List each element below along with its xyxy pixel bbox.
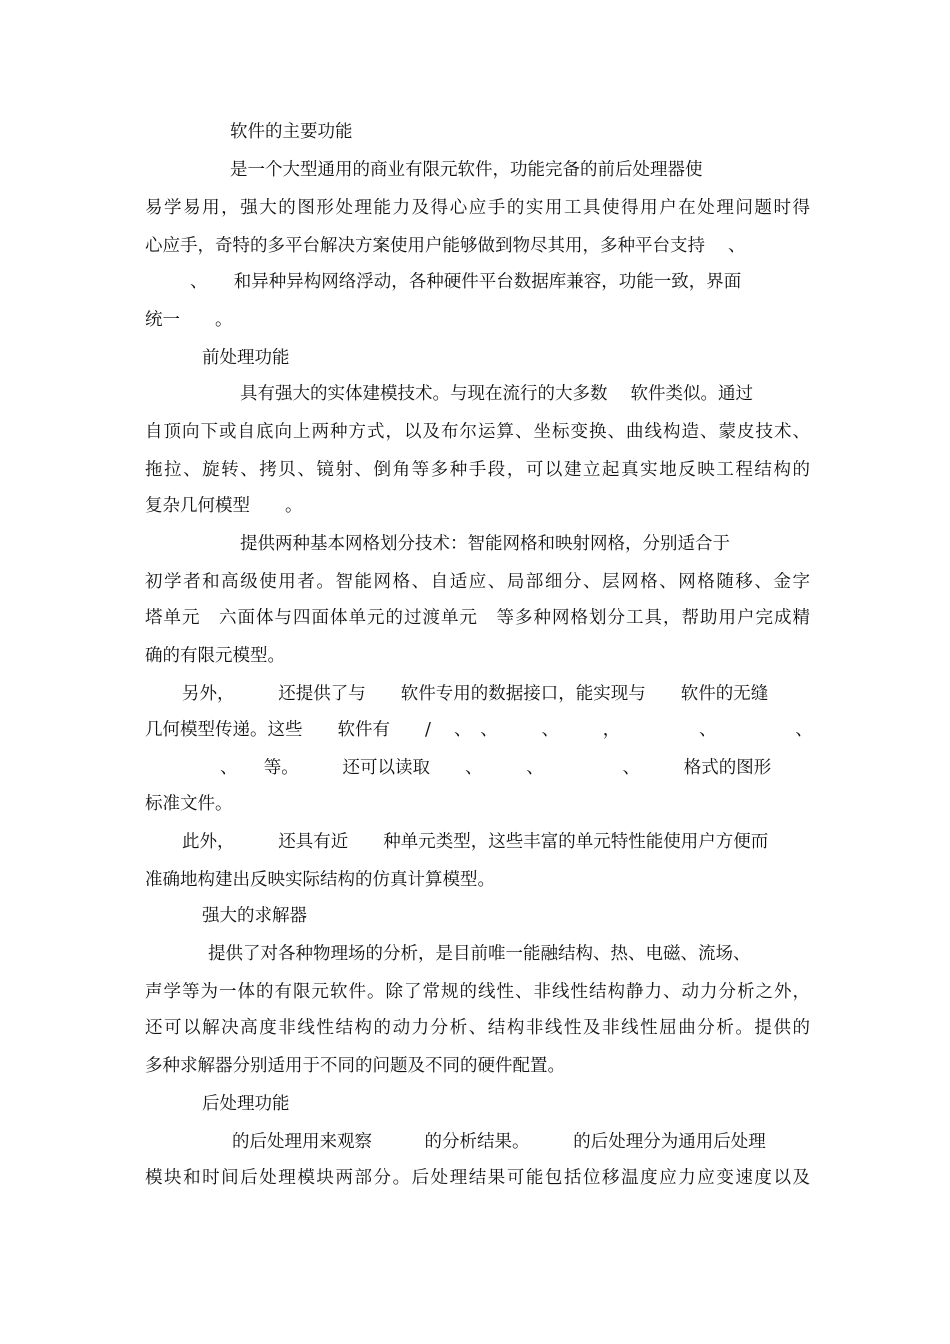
paragraph-line: 模块和时间后处理模块两部分。后处理结果可能包括位移温度应力应变速度以及 xyxy=(145,1168,810,1188)
section-heading-solver: 强大的求解器 xyxy=(202,906,307,926)
paragraph-line: 确的有限元模型。 xyxy=(145,646,285,666)
paragraph-line: 自顶向下或自底向上两种方式，以及布尔运算、坐标变换、曲线构造、蒙皮技术、 xyxy=(145,422,810,442)
section-heading-postprocessing: 后处理功能 xyxy=(202,1094,290,1114)
paragraph-line: 此外， 还具有近 种单元类型，这些丰富的单元特性能使用户方便而 xyxy=(182,832,769,852)
section-heading-preprocessing: 前处理功能 xyxy=(202,348,290,368)
paragraph-line: 复杂几何模型 。 xyxy=(145,496,303,516)
paragraph-line: 拖拉、旋转、拷贝、镜射、倒角等多种手段，可以建立起真实地反映工程结构的 xyxy=(145,460,810,480)
paragraph-line: 准确地构建出反映实际结构的仿真计算模型。 xyxy=(145,870,495,890)
paragraph-line: 还可以解决高度非线性结构的动力分析、结构非线性及非线性屈曲分析。提供的 xyxy=(145,1018,810,1038)
section-heading-main-functions: 软件的主要功能 xyxy=(230,122,353,142)
paragraph-line: 易学易用，强大的图形处理能力及得心应手的实用工具使得用户在处理问题时得 xyxy=(145,198,810,218)
paragraph-line: 初学者和高级使用者。智能网格、自适应、局部细分、层网格、网格随移、金字 xyxy=(145,572,810,592)
paragraph-line: 几何模型传递。这些 软件有 / 、 、 、 ， 、 、 xyxy=(145,720,813,740)
paragraph-line: 、 和异种异构网络浮动，各种硬件平台数据库兼容，功能一致，界面 xyxy=(190,272,742,292)
paragraph-line: 的后处理用来观察 的分析结果。 的后处理分为通用后处理 xyxy=(232,1132,766,1152)
paragraph-line: 另外， 还提供了与 软件专用的数据接口，能实现与 软件的无缝 xyxy=(182,684,769,704)
paragraph-line: 标准文件。 xyxy=(145,794,233,814)
paragraph-line: 是一个大型通用的商业有限元软件，功能完备的前后处理器使 xyxy=(230,160,703,180)
paragraph-line: 具有强大的实体建模技术。与现在流行的大多数 软件类似。通过 xyxy=(240,384,754,404)
paragraph-line: 、 等。 还可以读取 、 、 、 格式的图形 xyxy=(220,758,772,778)
paragraph-line: 提供两种基本网格划分技术：智能网格和映射网格，分别适合于 xyxy=(240,534,730,554)
paragraph-line: 塔单元 六面体与四面体单元的过渡单元 等多种网格划分工具，帮助用户完成精 xyxy=(145,608,810,628)
paragraph-line: 提供了对各种物理场的分析，是目前唯一能融结构、热、电磁、流场、 xyxy=(208,944,751,964)
paragraph-line: 统一 。 xyxy=(145,310,233,330)
paragraph-line: 心应手，奇特的多平台解决方案使用户能够做到物尽其用，多种平台支持 、 xyxy=(145,236,746,256)
paragraph-line: 声学等为一体的有限元软件。除了常规的线性、非线性结构静力、动力分析之外， xyxy=(145,982,810,1002)
paragraph-line: 多种求解器分别适用于不同的问题及不同的硬件配置。 xyxy=(145,1056,565,1076)
